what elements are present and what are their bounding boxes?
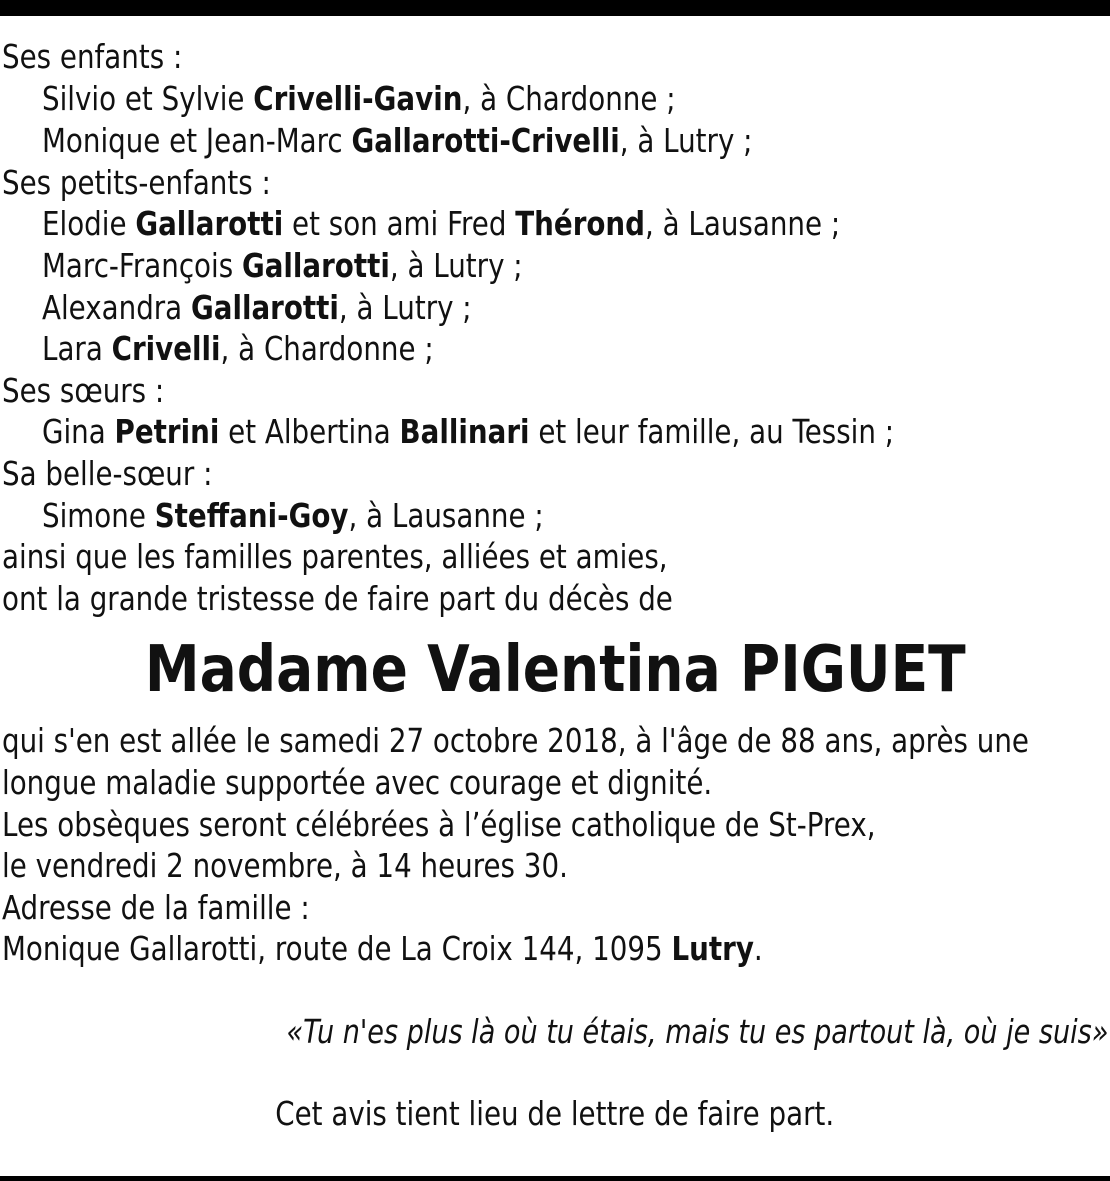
family-line: Alexandra Gallarotti, à Lutry ; [42, 288, 472, 327]
family-line: Elodie Gallarotti et son ami Fred Thérond, à Lausanne ; [42, 204, 841, 243]
memorial-quote: «Tu n'es plus là où tu étais, mais tu es partout là, où je suis» [285, 1012, 1108, 1051]
closing-line: ainsi que les familles parentes, alliées et amies, [2, 537, 668, 576]
family-line: Marc-François Gallarotti, à Lutry ; [42, 246, 523, 285]
notice-line: Cet avis tient lieu de lettre de faire part. [275, 1094, 835, 1133]
heading-belle-soeur: Sa belle-sœur : [2, 454, 213, 493]
body-line: longue maladie supportée avec courage et dignité. [2, 763, 713, 802]
body-line: le vendredi 2 novembre, à 14 heures 30. [2, 846, 568, 885]
closing-line: ont la grande tristesse de faire part du décès de [2, 579, 673, 618]
body-line: Adresse de la famille : [2, 888, 310, 927]
body-line: qui s'en est allée le samedi 27 octobre 2018, à l'âge de 88 ans, après une [2, 721, 1029, 760]
bottom-rule [0, 1176, 1110, 1181]
family-line: Silvio et Sylvie Crivelli-Gavin, à Chardonne ; [42, 79, 676, 118]
family-line: Monique et Jean-Marc Gallarotti-Crivelli, à Lutry ; [42, 121, 753, 160]
family-line: Simone Steffani-Goy, à Lausanne ; [42, 496, 544, 535]
heading-enfants: Ses enfants : [2, 37, 183, 76]
family-line: Lara Crivelli, à Chardonne ; [42, 329, 434, 368]
heading-soeurs: Ses sœurs : [2, 371, 165, 410]
heading-petits-enfants: Ses petits-enfants : [2, 163, 271, 202]
body-line: Les obsèques seront célébrées à l’église catholique de St-Prex, [2, 805, 876, 844]
family-line: Gina Petrini et Albertina Ballinari et leur famille, au Tessin ; [42, 412, 895, 451]
top-rule [0, 0, 1110, 16]
deceased-name: Madame Valentina PIGUET [144, 633, 966, 707]
family-address: Monique Gallarotti, route de La Croix 144, 1095 Lutry. [2, 929, 763, 968]
